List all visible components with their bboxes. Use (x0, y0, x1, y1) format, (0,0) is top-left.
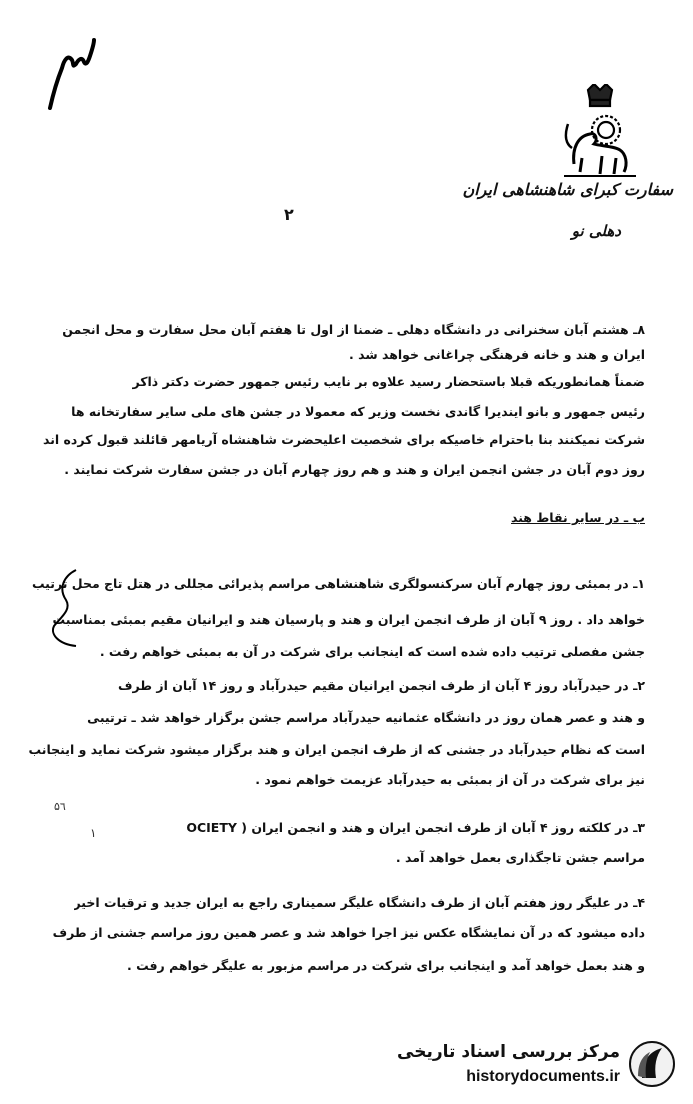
handwritten-bracket-icon (46, 566, 86, 650)
watermark-logo (397, 1036, 680, 1096)
body-line: ۴ـ در علیگر روز هفتم آبان از طرف دانشگاه علیگر سمیناری راجع به ایران جدید و ترقیات اخیر (73, 895, 645, 910)
body-line: ۸ـ هشتم آبان سخنرانی در دانشگاه دهلی ـ ضمنا از اول تا هفتم آبان محل سفارت و محل انجمن (62, 322, 645, 337)
body-line: جشن مفصلی ترتیب داده شده است که اینجانب برای شرکت در آن به بمبئی خواهم رفت . (99, 644, 645, 659)
body-line: است که نظام حیدرآباد در جشنی که از طرف انجمن ایران و هند برگزار میشود شرکت نماید و اینجانب (28, 742, 645, 757)
body-line: ۲ـ در حیدرآباد روز ۴ آبان از طرف انجمن ایرانیان مقیم حیدرآباد و روز ۱۴ آبان از طرف (118, 678, 645, 693)
body-line: شرکت نمیکنند بنا باحترام خاصیکه برای شخصیت اعلیحضرت شاهنشاه آریامهر قائلند قبول کرده اند (42, 432, 645, 447)
body-line: ایران و هند و خانه فرهنگی چراغانی خواهد شد . (349, 347, 645, 362)
handwritten-mark-icon (44, 38, 96, 110)
body-line: ۳ـ در کلکته روز ۴ آبان از طرف انجمن ایران و هند و انجمن ایران ( OCIETY (186, 820, 645, 835)
body-line: نیز برای شرکت در آن از بمبئی به حیدرآباد عزیمت خواهم نمود . (255, 772, 645, 787)
body-line: رئیس جمهور و بانو ایندیرا گاندی نخست وزیر که معمولا در جشن های ملی سایر سفارتخانه ها (71, 404, 645, 419)
body-line: روز دوم آبان در جشن انجمن ایران و هند و هم روز چهارم آبان در جشن سفارت شرکت نمایند . (64, 462, 645, 477)
margin-mark: ۵٦ (54, 800, 66, 813)
embassy-city: دهلی نو (571, 222, 621, 240)
watermark-url: historydocuments.ir (466, 1068, 620, 1085)
body-line: داده میشود که در آن نمایشگاه عکس نیز اجرا خواهد شد و عصر همین روز مراسم جشنی از طرف (52, 925, 645, 940)
watermark-title: مرکز بررسی اسناد تاریخی (397, 1042, 620, 1062)
body-line: ۱ـ در بمبئی روز چهارم آبان سرکنسولگری شاهنشاهی مراسم پذیرائی مجللی در هتل تاج محل ترتیب (31, 576, 645, 591)
embassy-name: سفارت کبرای شاهنشاهی ایران (462, 180, 673, 199)
body-line: و هند و عصر همان روز در دانشگاه عثمانیه حیدرآباد مراسم جشن برگزار خواهد شد ـ ترتیبی (87, 710, 645, 725)
page-number: ۲ (284, 205, 294, 224)
body-line: و هند بعمل خواهد آمد و اینجانب برای شرکت در مراسم مزبور به علیگر خواهم رفت . (127, 958, 645, 973)
body-line: ضمناً همانطوریکه قبلا باستحضار رسید علاوه بر نایب رئیس جمهور حضرت دکتر ذاکر (132, 374, 645, 389)
body-line: مراسم جشن تاجگذاری بعمل خواهد آمد . (395, 850, 645, 865)
section-heading: ب ـ در سایر نقاط هند (510, 510, 645, 525)
history-documents-logo-icon (628, 1038, 676, 1090)
margin-mark: ۱ (90, 826, 97, 840)
lion-and-sun-crown-emblem-icon (554, 84, 644, 180)
body-line: خواهد داد . روز ۹ آبان از طرف انجمن ایران و هند و پارسیان هند و ایرانیان مقیم بمبئی بمناسبت (52, 612, 645, 627)
